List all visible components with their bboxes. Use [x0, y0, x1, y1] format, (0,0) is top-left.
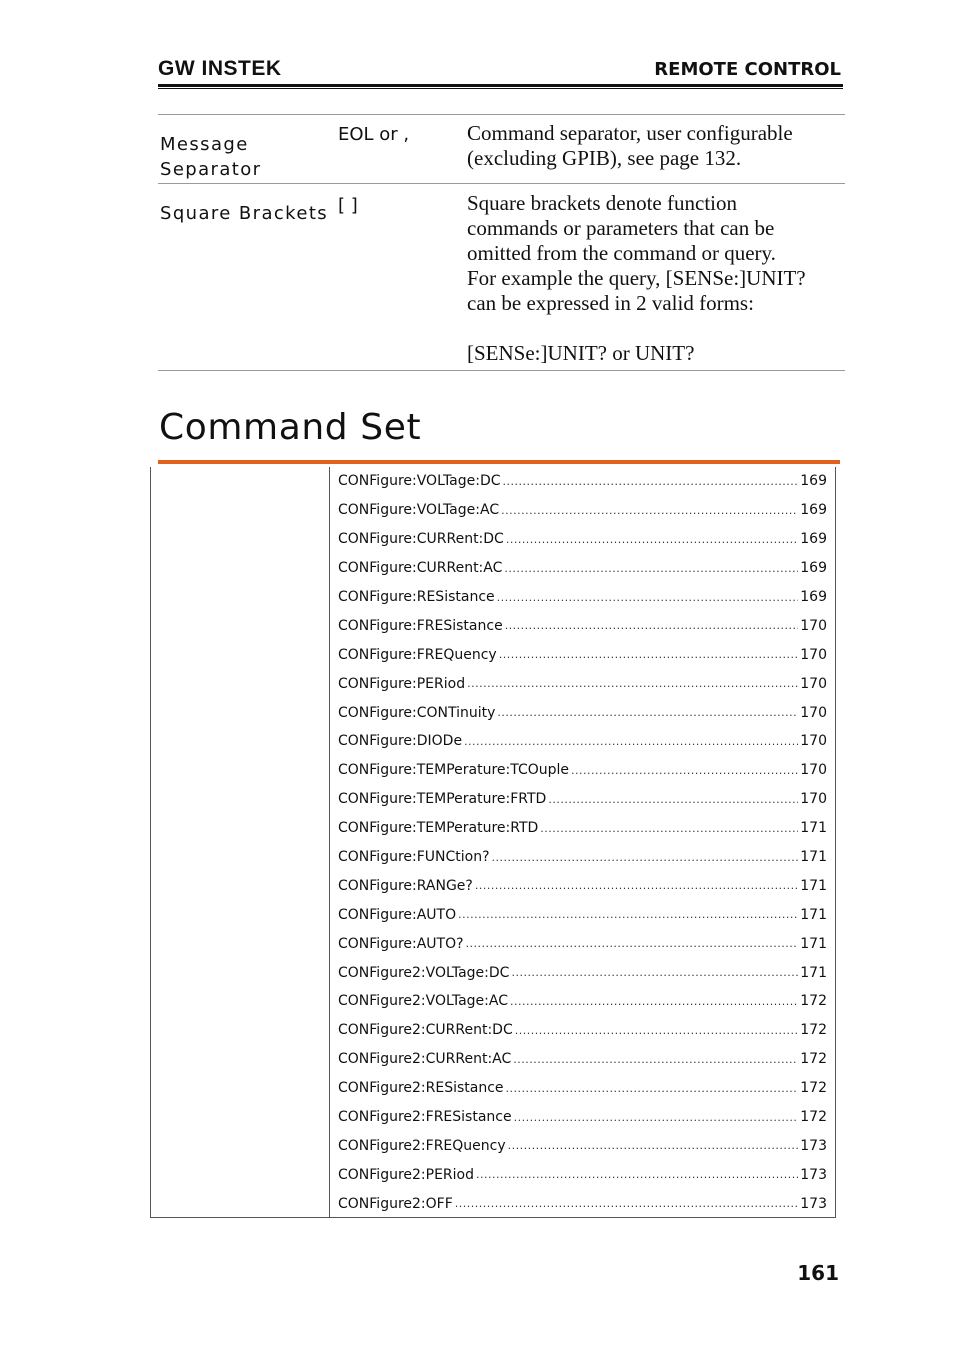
toc-entry-leader — [548, 793, 798, 806]
toc-entry-page: 172 — [800, 993, 827, 1010]
table-bottom-rule — [158, 370, 845, 371]
toc-entry-leader — [501, 504, 798, 517]
toc-entry-page: 169 — [800, 589, 827, 605]
heading-underline — [158, 460, 840, 464]
toc-entry-page: 171 — [800, 877, 827, 894]
table-top-rule — [158, 114, 845, 115]
toc-entry-leader — [475, 879, 798, 892]
toc-entry-page: 169 — [800, 531, 827, 548]
toc-entry[interactable] — [338, 756, 827, 785]
toc-entry[interactable] — [338, 987, 827, 1016]
command-list-divider — [329, 467, 330, 1218]
toc-entry[interactable] — [338, 929, 827, 958]
toc-entry-leader — [497, 706, 798, 719]
toc-entry-page: 173 — [800, 1137, 827, 1154]
toc-entry[interactable] — [338, 1160, 827, 1189]
toc-entry-leader — [506, 1082, 799, 1095]
syntax-description-line: Command separator, user configurable — [467, 121, 793, 145]
toc-entry[interactable] — [338, 1016, 827, 1045]
syntax-description-line: omitted from the command or query. — [467, 241, 776, 265]
toc-entry[interactable] — [338, 669, 827, 698]
toc-entry-command: CONFigure2:CURRent:DC — [338, 1022, 513, 1039]
toc-entry-command: CONFigure2:FRESistance — [338, 1109, 512, 1126]
toc-entry-leader — [476, 1168, 798, 1181]
toc-entry-page: 170 — [800, 704, 827, 721]
toc-entry-page: 173 — [800, 1195, 827, 1212]
syntax-description-line: (excluding GPIB), see page 132. — [467, 146, 742, 170]
toc-entry-page: 170 — [800, 791, 827, 808]
syntax-description-line — [467, 316, 845, 341]
page-heading: Command Set — [159, 407, 422, 448]
toc-entry-command: CONFigure:AUTO — [338, 906, 457, 923]
toc-entry-page: 171 — [800, 906, 827, 923]
toc-entry[interactable] — [338, 727, 827, 756]
toc-entry-leader — [508, 1139, 799, 1152]
toc-entry-command: CONFigure:CURRent:DC — [338, 531, 504, 548]
toc-entry[interactable] — [338, 496, 827, 525]
toc-entry-page: 169 — [800, 473, 827, 490]
syntax-term-line: Separator — [160, 159, 262, 180]
toc-entry-leader — [510, 995, 798, 1008]
toc-entry-command: CONFigure2:RESistance — [338, 1080, 504, 1097]
toc-entry-command: CONFigure:CONTinuity — [338, 704, 496, 721]
toc-entry[interactable] — [338, 554, 827, 583]
toc-entry-command: CONFigure:PERiod — [338, 675, 466, 692]
toc-entry-leader — [540, 822, 798, 835]
toc-entry-command: CONFigure2:FREQuency — [338, 1137, 506, 1154]
syntax-description-line: Square brackets denote function — [467, 191, 737, 215]
toc-entry-leader — [492, 851, 799, 864]
toc-entry[interactable] — [338, 1189, 827, 1218]
toc-entry-page: 170 — [800, 733, 827, 750]
page-number: 161 — [797, 1261, 839, 1285]
toc-entry-leader — [455, 1197, 799, 1210]
syntax-description-line: For example the query, [SENSe:]UNIT? — [467, 266, 806, 290]
toc-entry-command: CONFigure2:VOLTage:DC — [338, 964, 510, 981]
toc-entry[interactable] — [338, 467, 827, 496]
syntax-description — [467, 121, 845, 171]
header-rule-thin — [158, 88, 843, 89]
toc-entry-page: 169 — [800, 560, 827, 577]
toc-entry-leader — [458, 908, 798, 921]
toc-entry-command: CONFigure2:PERiod — [338, 1166, 474, 1183]
toc-entry-page: 171 — [800, 964, 827, 981]
syntax-description-line: commands or parameters that can be — [467, 216, 775, 240]
syntax-symbol: EOL or , — [338, 124, 410, 145]
toc-entry-command: CONFigure:RESistance — [338, 589, 495, 605]
toc-entry-leader — [499, 648, 799, 661]
toc-entry[interactable] — [338, 698, 827, 727]
syntax-description — [467, 191, 845, 366]
toc-entry-command: CONFigure:FRESistance — [338, 617, 503, 634]
toc-entry-leader — [515, 1024, 799, 1037]
toc-entry-page: 171 — [800, 849, 827, 866]
toc-entry-leader — [504, 562, 798, 575]
toc-entry-page: 172 — [800, 1051, 827, 1068]
toc-entry-page: 172 — [800, 1080, 827, 1097]
toc-entry-page: 170 — [800, 646, 827, 663]
toc-entry-command: CONFigure2:CURRent:AC — [338, 1051, 512, 1068]
toc-entry[interactable] — [338, 611, 827, 640]
command-list — [338, 467, 827, 1218]
toc-entry-page: 171 — [800, 935, 827, 952]
toc-entry-leader — [513, 1053, 798, 1066]
toc-entry-command: CONFigure:FUNCtion? — [338, 849, 490, 866]
toc-entry[interactable] — [338, 1103, 827, 1132]
toc-entry-page: 169 — [800, 502, 827, 519]
toc-entry-page: 173 — [800, 1166, 827, 1183]
toc-entry[interactable] — [338, 1045, 827, 1074]
toc-entry[interactable] — [338, 785, 827, 814]
toc-entry[interactable] — [338, 1131, 827, 1160]
toc-entry-leader — [464, 735, 798, 748]
toc-entry-leader — [505, 619, 799, 632]
toc-entry-command: CONFigure:DIODe — [338, 733, 463, 750]
toc-entry-page: 170 — [800, 617, 827, 634]
toc-entry-command: CONFigure:RANGe? — [338, 877, 473, 894]
header-rule — [158, 84, 843, 87]
toc-entry-leader — [466, 937, 799, 950]
toc-entry-page: 170 — [800, 762, 827, 779]
toc-entry-command: CONFigure:AUTO? — [338, 935, 464, 952]
toc-entry-leader — [497, 591, 799, 604]
toc-entry-leader — [511, 966, 798, 979]
syntax-term-line: Square Brackets — [160, 203, 329, 224]
toc-entry-command: CONFigure2:OFF — [338, 1195, 453, 1212]
toc-entry-command: CONFigure:TEMPerature:RTD — [338, 820, 539, 837]
toc-entry-command: CONFigure2:VOLTage:AC — [338, 993, 508, 1010]
toc-entry-command: CONFigure:VOLTage:AC — [338, 502, 500, 519]
toc-entry-leader — [467, 677, 798, 690]
toc-entry-command: CONFigure:VOLTage:DC — [338, 473, 501, 490]
toc-entry[interactable] — [338, 814, 827, 843]
toc-entry-page: 172 — [800, 1022, 827, 1039]
syntax-symbol: [ ] — [338, 195, 358, 216]
toc-entry-page: 172 — [800, 1109, 827, 1126]
toc-entry-command: CONFigure:CURRent:AC — [338, 560, 503, 577]
table-row-rule — [158, 183, 845, 184]
toc-entry[interactable] — [338, 640, 827, 669]
syntax-description-line: can be expressed in 2 valid forms: — [467, 291, 754, 315]
toc-entry-command: CONFigure:FREQuency — [338, 646, 497, 663]
section-title: REMOTE CONTROL — [654, 59, 841, 80]
toc-entry[interactable] — [338, 583, 827, 612]
toc-entry[interactable] — [338, 871, 827, 900]
toc-entry[interactable] — [338, 958, 827, 987]
toc-entry-command: CONFigure:TEMPerature:FRTD — [338, 791, 547, 808]
toc-entry-leader — [571, 764, 798, 777]
toc-entry[interactable] — [338, 900, 827, 929]
toc-entry-leader — [514, 1111, 799, 1124]
toc-entry[interactable] — [338, 1074, 827, 1103]
brand-logo: GW INSTEK — [158, 57, 282, 80]
toc-entry-page: 170 — [800, 675, 827, 692]
toc-entry[interactable] — [338, 525, 827, 554]
toc-entry-page: 171 — [800, 820, 827, 837]
toc-entry-command: CONFigure:TEMPerature:TCOuple — [338, 762, 570, 779]
syntax-description-line: [SENSe:]UNIT? or UNIT? — [467, 341, 695, 365]
toc-entry-leader — [506, 533, 798, 546]
syntax-term-line: Message — [160, 134, 249, 155]
toc-entry-leader — [503, 475, 799, 488]
syntax-term — [160, 201, 328, 226]
toc-entry[interactable] — [338, 843, 827, 872]
syntax-term — [160, 132, 261, 182]
